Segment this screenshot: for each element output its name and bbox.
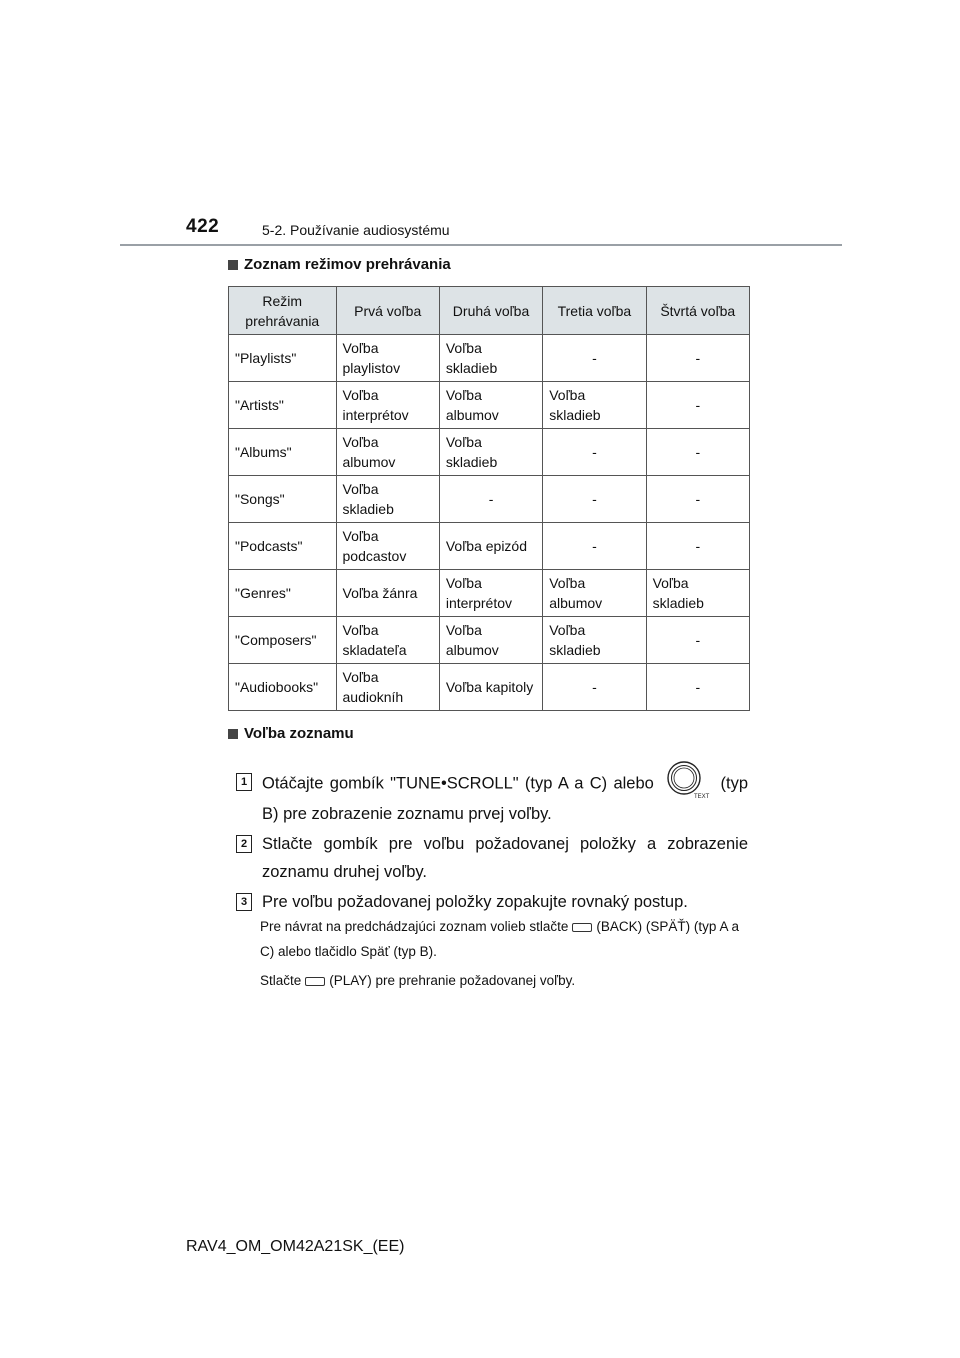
table-cell: Voľba interprétov: [439, 570, 542, 617]
section-title: 5-2. Používanie audiosystému: [262, 222, 450, 238]
table-cell: Voľba kapitoly: [439, 664, 542, 711]
back-button-icon: [572, 923, 592, 932]
table-cell: -: [543, 664, 646, 711]
document-code: RAV4_OM_OM42A21SK_(EE): [186, 1238, 405, 1255]
table-row: [229, 617, 750, 664]
table-row: [229, 335, 750, 382]
step-item: [236, 830, 748, 886]
table-row: [229, 570, 750, 617]
table-cell: -: [646, 382, 749, 429]
table-cell: Voľba albumov: [543, 570, 646, 617]
note-text: Pre návrat na predchádzajúci zoznam volieb stlačte: [260, 919, 569, 934]
table-cell: Voľba skladieb: [646, 570, 749, 617]
step-text-part: (typ B) pre zobrazenie zoznamu prvej voľby.: [262, 774, 749, 823]
table-cell: -: [646, 429, 749, 476]
table-row: [229, 523, 750, 570]
table-cell: "Audiobooks": [229, 664, 337, 711]
step-text: [262, 768, 748, 828]
table-header-row: [229, 287, 750, 335]
table-header-cell: Tretia voľba: [543, 287, 646, 335]
step-text-part: Otáčajte gombík "TUNE•SCROLL" (typ A a C) alebo: [262, 774, 654, 793]
table-cell: -: [543, 523, 646, 570]
table-header-cell: Prvá voľba: [336, 287, 439, 335]
table-cell: Voľba podcastov: [336, 523, 439, 570]
table-cell: Voľba skladieb: [336, 476, 439, 523]
step-number-badge: 1: [236, 773, 252, 791]
note-text: (BACK) (SPÄŤ) (typ A a C) alebo tlačidlo Späť (typ B).: [260, 919, 739, 959]
table-cell: Voľba interprétov: [336, 382, 439, 429]
table-cell: Voľba žánra: [336, 570, 439, 617]
table-cell: "Podcasts": [229, 523, 337, 570]
table-cell: Voľba skladateľa: [336, 617, 439, 664]
table-cell: "Composers": [229, 617, 337, 664]
note-back: [260, 914, 750, 964]
table-row: [229, 429, 750, 476]
step-number-badge: 2: [236, 835, 252, 853]
step-text: Stlačte gombík pre voľbu požadovanej položky a zobrazenie zoznamu druhej voľby.: [262, 835, 748, 881]
table-cell: Voľba skladieb: [543, 382, 646, 429]
table-cell: -: [543, 335, 646, 382]
table-cell: Voľba albumov: [439, 617, 542, 664]
square-bullet-icon: [228, 729, 238, 739]
table-cell: "Songs": [229, 476, 337, 523]
step-item: [236, 888, 748, 916]
table-cell: Voľba skladieb: [439, 335, 542, 382]
table-cell: "Genres": [229, 570, 337, 617]
table-cell: Voľba skladieb: [543, 617, 646, 664]
table-cell: -: [439, 476, 542, 523]
table-cell: Voľba playlistov: [336, 335, 439, 382]
table-header-cell: Štvrtá voľba: [646, 287, 749, 335]
table-row: [229, 476, 750, 523]
table-cell: "Albums": [229, 429, 337, 476]
step-text: Pre voľbu požadovanej položky zopakujte rovnaký postup.: [262, 893, 688, 911]
heading-text: Zoznam režimov prehrávania: [244, 256, 451, 273]
table-cell: Voľba albumov: [336, 429, 439, 476]
step-number-badge: 3: [236, 893, 252, 911]
table-row: [229, 382, 750, 429]
table-cell: "Playlists": [229, 335, 337, 382]
step-item: [236, 768, 748, 828]
table-cell: -: [646, 476, 749, 523]
play-button-icon: [305, 977, 325, 986]
tune-knob-icon: [664, 760, 710, 800]
table-header-cell: Druhá voľba: [439, 287, 542, 335]
table-cell: Voľba epizód: [439, 523, 542, 570]
steps-list: [236, 768, 748, 918]
table-cell: Voľba skladieb: [439, 429, 542, 476]
playback-mode-table: [228, 286, 750, 711]
table-cell: Voľba audiokníh: [336, 664, 439, 711]
table-cell: -: [646, 523, 749, 570]
square-bullet-icon: [228, 260, 238, 270]
table-cell: -: [646, 335, 749, 382]
note-text: Stlačte: [260, 973, 302, 988]
table-cell: -: [543, 476, 646, 523]
heading-text: Voľba zoznamu: [244, 725, 354, 742]
table-cell: -: [646, 617, 749, 664]
table-header-cell: Režim prehrávania: [229, 287, 337, 335]
table-cell: -: [646, 664, 749, 711]
table-row: [229, 664, 750, 711]
table-cell: -: [543, 429, 646, 476]
table-cell: "Artists": [229, 382, 337, 429]
heading-list-selection: [228, 725, 354, 742]
heading-playback-modes: [228, 256, 451, 273]
table-cell: Voľba albumov: [439, 382, 542, 429]
knob-label: TEXT: [694, 794, 710, 800]
page-number: 422: [186, 216, 220, 237]
notes: [260, 914, 750, 997]
header-divider: [120, 244, 842, 246]
note-play: [260, 968, 750, 993]
note-text: (PLAY) pre prehranie požadovanej voľby.: [329, 973, 576, 988]
